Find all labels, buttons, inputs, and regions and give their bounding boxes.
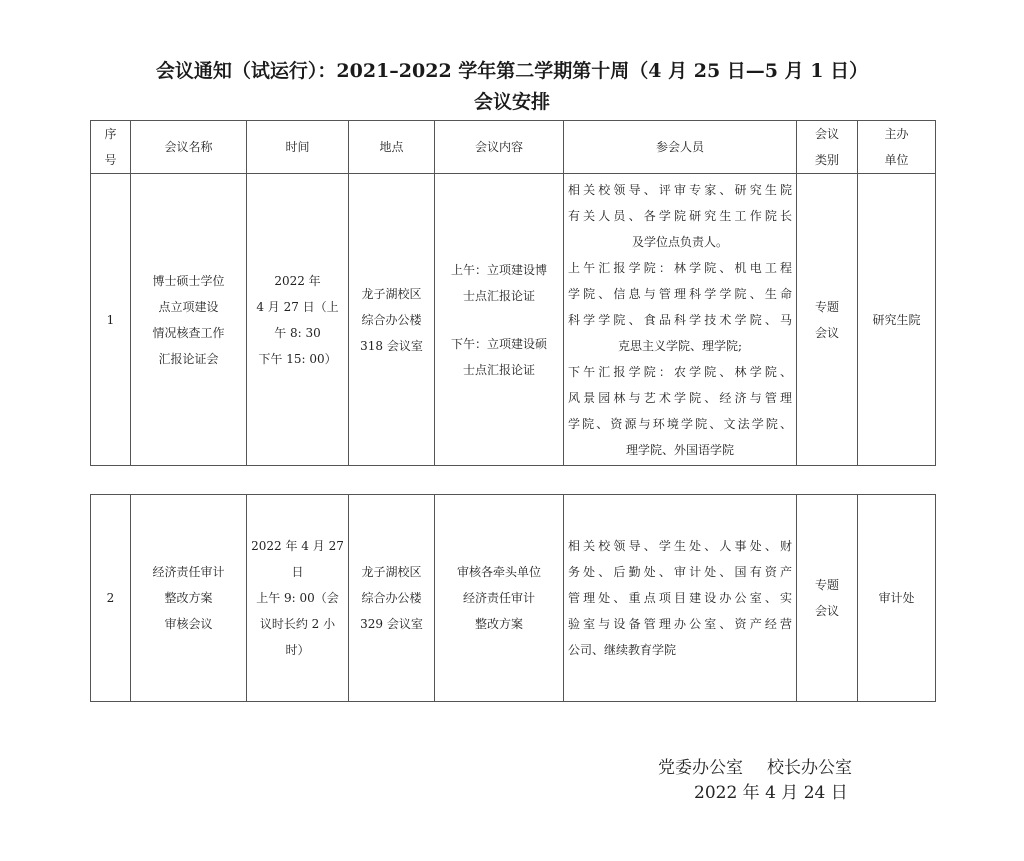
row-meeting-name: 博士硕士学位 点立项建设 情况核查工作 汇报论证会 [131, 174, 247, 466]
row-meeting-name: 经济责任审计 整改方案 审核会议 [131, 495, 247, 702]
row-participants: 相关校领导、评审专家、研究生院 有关人员、各学院研究生工作院长 及学位点负责人。 上午汇报学院：林学院、机电工程 学院、信息与管理科学学院、生命 科学学院、食品科学技术学院、马 克思主义学院、理学院; 下午汇报学院：农学院、林学院、 风景园林与艺术学院、经济与管理 学院、资源与环境学院、文法学院、 理学院、外国语学院 [564, 174, 797, 466]
notice-title: 会议通知（试运行）：2021–2022 学年第二学期第十周（4 月 25 日—5 月 1 日） [155, 60, 869, 82]
table-header-row [91, 121, 936, 174]
header-index: 序 号 [91, 121, 131, 174]
office-party-committee: 党委办公室 [658, 758, 743, 778]
office-president: 校长办公室 [767, 758, 852, 778]
schedule-table [90, 120, 936, 466]
row-location: 龙子湖校区 综合办公楼 329 会议室 [349, 495, 435, 702]
table-row [91, 174, 936, 466]
row-time: 2022 年 4 月 27 日 上午 9: 00（会 议时长约 2 小 时） [247, 495, 349, 702]
header-location: 地点 [349, 121, 435, 174]
row-index: 2 [91, 495, 131, 702]
issue-date: 2022 年 4 月 24 日 [694, 783, 848, 803]
header-organizer: 主办 单位 [858, 121, 936, 174]
table-row [91, 495, 936, 702]
schedule-table-continued [90, 494, 936, 702]
header-name: 会议名称 [131, 121, 247, 174]
row-category: 专题 会议 [797, 174, 858, 466]
row-participants: 相关校领导、学生处、人事处、财 务处、后勤处、审计处、国有资产 管理处、重点项目建设办公室、实 验室与设备管理办公室、资产经营 公司、继续教育学院 [564, 495, 797, 702]
row-content: 审核各牵头单位 经济责任审计 整改方案 [435, 495, 564, 702]
row-category: 专题 会议 [797, 495, 858, 702]
header-category: 会议 类别 [797, 121, 858, 174]
header-time: 时间 [247, 121, 349, 174]
header-content: 会议内容 [435, 121, 564, 174]
signature-offices [658, 757, 852, 779]
row-organizer: 研究生院 [858, 174, 936, 466]
row-content: 上午：立项建设博 士点汇报论证 下午：立项建设硕 士点汇报论证 [435, 174, 564, 466]
header-participants: 参会人员 [564, 121, 797, 174]
row-location: 龙子湖校区 综合办公楼 318 会议室 [349, 174, 435, 466]
row-index: 1 [91, 174, 131, 466]
row-organizer: 审计处 [858, 495, 936, 702]
notice-subtitle: 会议安排 [473, 91, 550, 113]
row-time: 2022 年 4 月 27 日（上 午 8: 30 下午 15: 00） [247, 174, 349, 466]
